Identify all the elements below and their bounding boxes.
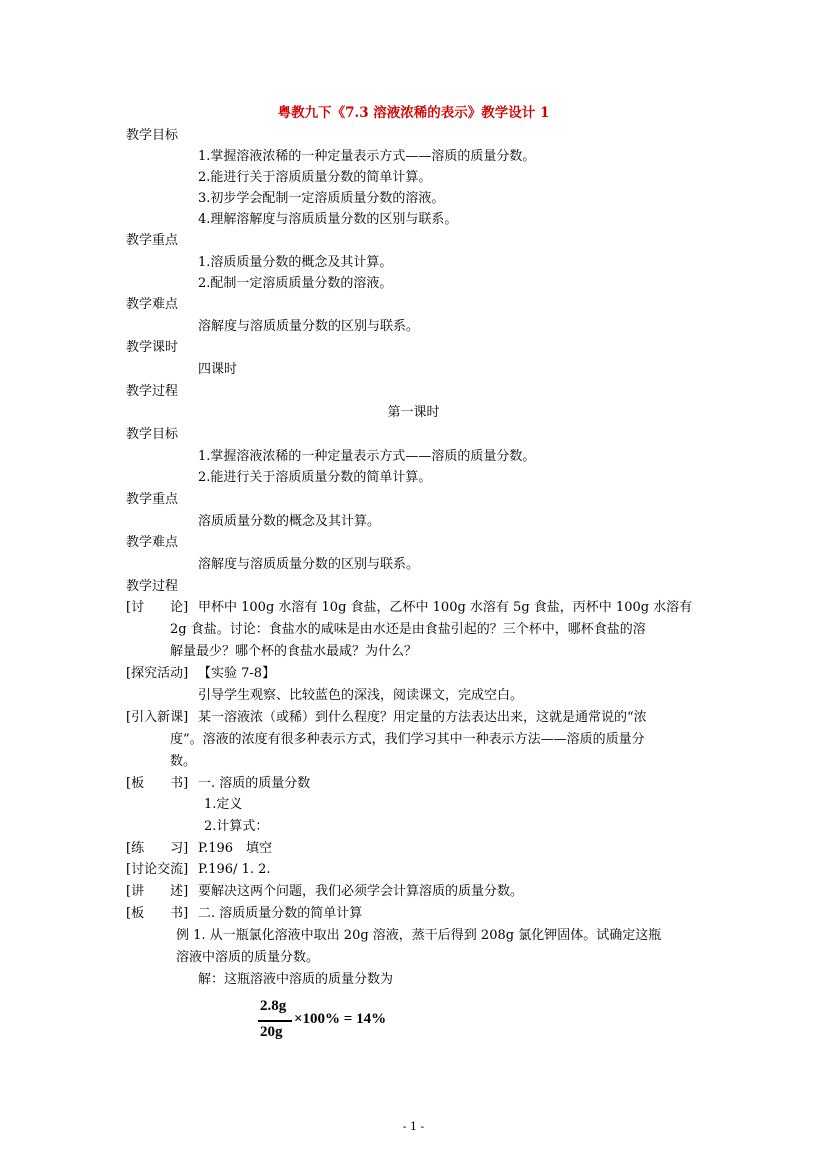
formula-numerator: 2.8g [260,998,287,1014]
lecture-text: 要解决这两个问题，我们必须学会计算溶质的质量分数。 [198,884,524,899]
lesson-difficulties-heading: 教学难点 [126,535,179,550]
board-tag: [板 书] [126,776,189,791]
keypoint-item: 1.溶质质量分数的概念及其计算。 [198,255,393,270]
lesson-process-heading: 教学过程 [126,579,179,594]
lesson-keypoint-text: 溶质质量分数的概念及其计算。 [198,514,381,529]
practice-text: P.196 填空 [198,841,273,856]
discuss-text: 解量最少？哪个杯的食盐水最咸？为什么？ [170,644,418,659]
keypoint-item: 2.配制一定溶质质量分数的溶液。 [198,276,393,291]
lesson-goal-item: 1.掌握溶液浓稀的一种定量表示方式——溶质的质量分数。 [198,449,536,464]
lesson-difficulty-text: 溶解度与溶质质量分数的区别与联系。 [198,557,420,572]
document-title: 粤教九下《7.3 溶液浓稀的表示》教学设计 1 [277,105,550,121]
discuss-text: 2g 食盐。讨论：食盐水的咸味是由水还是由食盐引起的？三个杯中，哪杯食盐的溶 [170,622,646,637]
goal-item: 1.掌握溶液浓稀的一种定量表示方式——溶质的质量分数。 [198,149,536,164]
section-heading-keypoints: 教学重点 [126,233,179,248]
explore-tag: [探究活动] [126,666,189,681]
section-heading-goals: 教学目标 [126,128,179,143]
intro-text: 数。 [170,754,197,769]
section-heading-difficulties: 教学难点 [126,297,179,312]
section-heading-hours: 教学课时 [126,340,179,355]
explore-text: 【实验 7-8】 [198,666,276,681]
example-text: 例 1. 从一瓶氯化溶液中取出 20g 溶液，蒸干后得到 208g 氯化钾固体。试确定这瓶 [176,928,662,943]
lesson-goals-heading: 教学目标 [126,427,179,442]
intro-tag: [引入新课] [126,710,189,725]
lesson-goal-item: 2.能进行关于溶质质量分数的简单计算。 [198,470,432,485]
intro-text: 度”。溶液的浓度有很多种表示方式，我们学习其中一种表示方法——溶质的质量分 [170,732,645,747]
goal-item: 4.理解溶解度与溶质质量分数的区别与联系。 [198,212,458,227]
intro-text: 某一溶液浓（或稀）到什么程度？用定量的方法表达出来，这就是通常说的“浓 [198,710,647,725]
board-tag: [板 书] [126,906,189,921]
goal-item: 3.初步学会配制一定溶质质量分数的溶液。 [198,191,445,206]
formula-result: ×100% = 14% [294,1011,387,1027]
practice-tag: [练 习] [126,841,189,856]
lesson-keypoints-heading: 教学重点 [126,492,179,507]
page-number: - 1 - [402,1120,425,1133]
lecture-tag: [讲 述] [126,884,189,899]
discuss-tag: [讨 论] [126,600,189,615]
explore-detail: 引导学生观察、比较蓝色的深浅，阅读课文，完成空白。 [198,688,524,703]
board-subitem: 2.计算式： [204,819,269,834]
board-text: 一. 溶质的质量分数 [198,776,311,791]
formula-denominator: 20g [260,1024,283,1040]
board-subitem: 1.定义 [204,797,243,812]
hours-text: 四课时 [198,362,238,377]
goal-item: 2.能进行关于溶质质量分数的简单计算。 [198,170,432,185]
solution-text: 解：这瓶溶液中溶质的质量分数为 [198,972,394,987]
discuss-text: 甲杯中 100g 水溶有 10g 食盐，乙杯中 100g 水溶有 5g 食盐，丙杯中 100g 水溶有 [198,600,693,615]
section-heading-process: 教学过程 [126,384,179,399]
example-text: 溶液中溶质的质量分数。 [176,950,320,965]
exchange-text: P.196/ 1. 2. [198,862,271,877]
fraction-bar [258,1020,292,1022]
lesson-heading: 第一课时 [387,405,440,420]
board-text: 二. 溶质质量分数的简单计算 [198,906,363,921]
exchange-tag: [讨论交流] [126,862,189,877]
difficulty-text: 溶解度与溶质质量分数的区别与联系。 [198,319,420,334]
